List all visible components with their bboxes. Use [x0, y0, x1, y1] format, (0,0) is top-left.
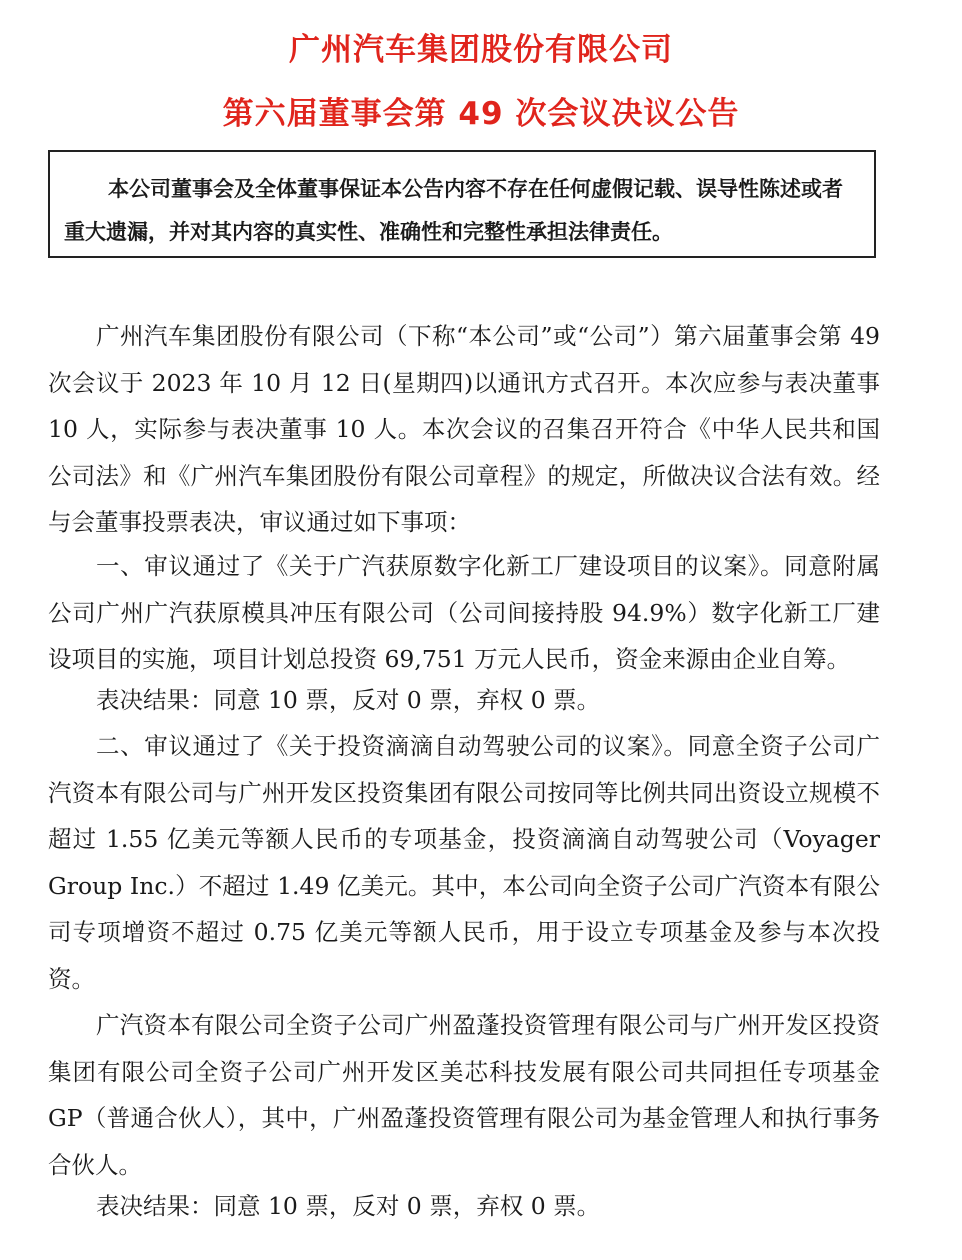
- intro-paragraph: [48, 313, 880, 546]
- board-guarantee-statement: 本公司董事会及全体董事保证本公告内容不存在任何虚假记载、误导性陈述或者重大遗漏，并对其内容的真实性、准确性和完整性承担法律责任。: [48, 150, 876, 258]
- resolution-item-1-text: 一、审议通过了《关于广汽获原数字化新工厂建设项目的议案》。同意附属公司广州广汽获原模具冲压有限公司（公司间接持股 94.9%）数字化新工厂建设项目的实施，项目计划总投资 69,751 万元人民币，资金来源由企业自筹。: [48, 552, 880, 673]
- resolution-item-1: [48, 543, 880, 683]
- intro-text: 广州汽车集团股份有限公司（下称“本公司”或“公司”）第六届董事会第 49 次会议于 2023 年 10 月 12 日(星期四)以通讯方式召开。本次应参与表决董事 10 人，实际参与表决董事 10 人。本次会议的召集召开符合《中华人民共和国公司法》和《广州汽车集团股份有限公司章程》的规定，所做决议合法有效。经与会董事投票表决，审议通过如下事项：: [48, 322, 880, 536]
- fund-gp-paragraph: [48, 1002, 880, 1188]
- fund-gp-text: 广汽资本有限公司全资子公司广州盈蓬投资管理有限公司与广州开发区投资集团有限公司全资子公司广州开发区美芯科技发展有限公司共同担任专项基金 GP（普通合伙人），其中，广州盈蓬投资管理有限公司为基金管理人和执行事务合伙人。: [48, 1011, 880, 1179]
- resolution-item-2-text: 二、审议通过了《关于投资滴滴自动驾驶公司的议案》。同意全资子公司广汽资本有限公司与广州开发区投资集团有限公司按同等比例共同出资设立规模不超过 1.55 亿美元等额人民币的专项基金，投资滴滴自动驾驶公司（Voyager Group Inc.）不超过 1.49 亿美元。其中，本公司向全资子公司广汽资本有限公司专项增资不超过 0.75 亿美元等额人民币，用于设立专项基金及参与本次投资。: [48, 732, 880, 993]
- vote-result-2: [48, 1183, 880, 1230]
- vote-result-2-text: 表决结果：同意 10 票，反对 0 票，弃权 0 票。: [96, 1192, 601, 1220]
- company-title: 广州汽车集团股份有限公司: [289, 32, 673, 68]
- vote-result-1: [48, 677, 880, 724]
- announcement-title: 第六届董事会第 49 次会议决议公告: [222, 96, 740, 132]
- vote-result-1-text: 表决结果：同意 10 票，反对 0 票，弃权 0 票。: [96, 686, 601, 714]
- resolution-item-2: [48, 723, 880, 1002]
